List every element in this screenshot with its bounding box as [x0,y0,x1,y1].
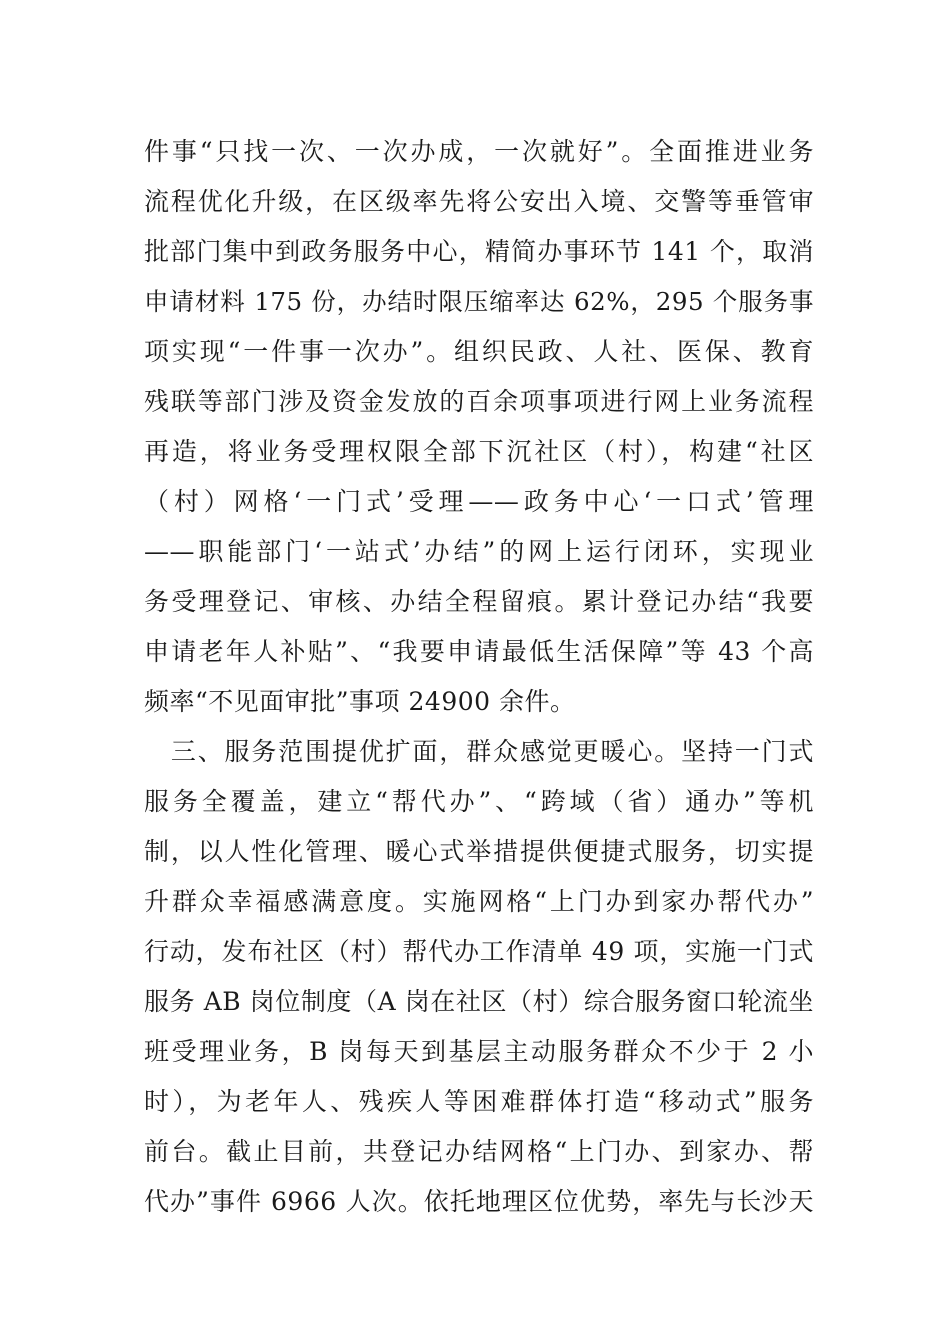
text-line: 行动，发布社区（村）帮代办工作清单 49 项，实施一门式 [144,937,814,966]
text-line: 升群众幸福感满意度。实施网格“上门办到家办帮代办” [144,887,814,916]
text-line: 代办”事件 6966 人次。依托地理区位优势，率先与长沙天 [144,1187,814,1216]
text-line: 再造，将业务受理权限全部下沉社区（村），构建“社区 [144,437,814,466]
text-line: 务受理登记、审核、办结全程留痕。累计登记办结“我要 [144,587,814,616]
text-line: 三、服务范围提优扩面，群众感觉更暖心。坚持一门式 [144,737,814,766]
text-line: （村）网格‘一门式’受理——政务中心‘一口式’管理 [144,487,814,516]
text-line: 时），为老年人、残疾人等困难群体打造“移动式”服务 [144,1087,814,1116]
text-line: 件事“只找一次、一次办成，一次就好”。全面推进业务 [144,137,814,166]
text-line: 前台。截止目前，共登记办结网格“上门办、到家办、帮 [144,1137,814,1166]
text-line: 频率“不见面审批”事项 24900 余件。 [144,687,576,716]
text-line: 申请材料 175 份，办结时限压缩率达 62%，295 个服务事 [144,287,814,316]
text-line: 流程优化升级，在区级率先将公安出入境、交警等垂管审 [144,187,814,216]
text-line: 班受理业务，B 岗每天到基层主动服务群众不少于 2 小 [144,1037,814,1066]
text-line: 批部门集中到政务服务中心，精简办事环节 141 个，取消 [144,237,814,266]
text-line: ——职能部门‘一站式’办结”的网上运行闭环，实现业 [144,537,814,566]
text-line: 残联等部门涉及资金发放的百余项事项进行网上业务流程 [144,387,814,416]
text-line: 服务全覆盖，建立“帮代办”、“跨域（省）通办”等机 [144,787,814,816]
text-line: 服务 AB 岗位制度（A 岗在社区（村）综合服务窗口轮流坐 [144,987,814,1016]
text-line: 制，以人性化管理、暖心式举措提供便捷式服务，切实提 [144,837,814,866]
text-line: 申请老年人补贴”、“我要申请最低生活保障”等 43 个高 [144,637,814,666]
text-line: 项实现“一件事一次办”。组织民政、人社、医保、教育 [144,337,814,366]
